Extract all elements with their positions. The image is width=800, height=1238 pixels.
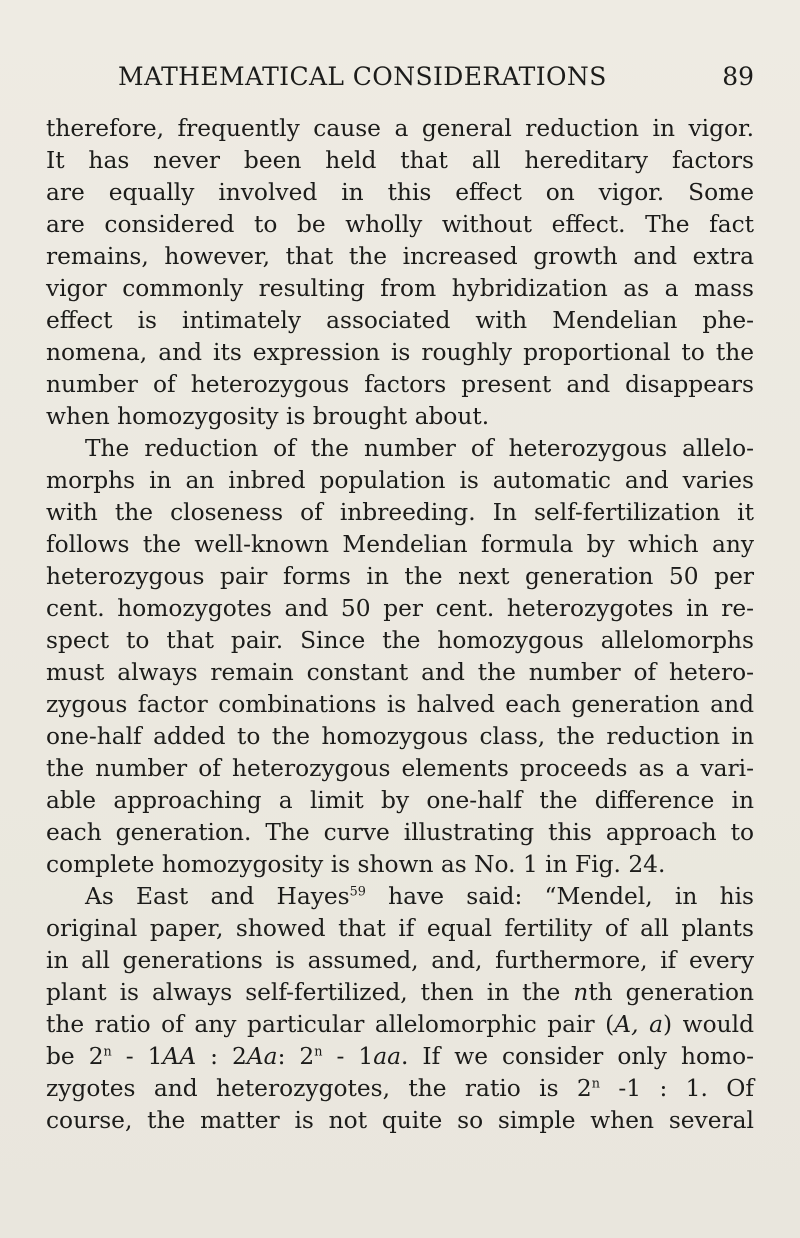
text-line: course, the matter is not quite so simple when several xyxy=(46,1107,754,1134)
paragraph-1 xyxy=(46,113,754,433)
text-line xyxy=(46,1073,754,1105)
text-line: in all generations is assumed, and, furthermore, if every xyxy=(46,947,754,974)
italic-term: AA xyxy=(162,1043,197,1070)
text-line: heterozygous pair forms in the next generation 50 per xyxy=(46,563,754,590)
body-text xyxy=(46,113,754,1137)
text-run: As East and Hayes xyxy=(85,883,350,910)
text-line: original paper, showed that if equal fertility of all plants xyxy=(46,915,754,942)
paragraph-2 xyxy=(46,433,754,881)
text-line xyxy=(46,977,754,1009)
italic-term: Aa xyxy=(246,1043,278,1070)
text-line: with the closeness of inbreeding. In self-fertilization it xyxy=(46,499,754,526)
text-line: vigor commonly resulting from hybridization as a mass xyxy=(46,275,754,302)
text-run: ) would xyxy=(662,1011,754,1038)
text-line: are equally involved in this effect on vigor. Some xyxy=(46,179,754,206)
page-number: 89 xyxy=(722,62,754,91)
text-run: th generation xyxy=(588,979,754,1006)
text-line xyxy=(46,881,754,913)
paragraph-3 xyxy=(46,881,754,1137)
text-run: zygotes and heterozygotes, the ratio is 2 xyxy=(46,1075,592,1102)
text-run: - 1 xyxy=(111,1043,163,1070)
text-run: - 1 xyxy=(322,1043,374,1070)
superscript: n xyxy=(314,1044,323,1060)
text-line: follows the well-known Mendelian formula by which any xyxy=(46,531,754,558)
running-title: MATHEMATICAL CONSIDERATIONS xyxy=(118,62,607,91)
text-line: the number of heterozygous elements proceeds as a vari- xyxy=(46,755,754,782)
text-line xyxy=(46,1009,754,1041)
text-line: The reduction of the number of heterozygous allelo- xyxy=(85,435,754,462)
text-line: must always remain constant and the number of hetero- xyxy=(46,659,754,686)
italic-term: n xyxy=(573,979,589,1006)
text-line: effect is intimately associated with Mendelian phe- xyxy=(46,307,754,334)
text-run: plant is always self-fertilized, then in the xyxy=(46,979,574,1006)
superscript: n xyxy=(103,1044,112,1060)
text-line: when homozygosity is brought about. xyxy=(46,403,490,430)
text-run: the ratio of any particular allelomorphic pair ( xyxy=(46,1011,615,1038)
text-line: cent. homozygotes and 50 per cent. heterozygotes in re- xyxy=(46,595,754,622)
text-line: each generation. The curve illustrating this approach to xyxy=(46,819,754,846)
text-line: spect to that pair. Since the homozygous allelomorphs xyxy=(46,627,754,654)
citation-ref: 59 xyxy=(349,884,366,900)
text-line: remains, however, that the increased growth and extra xyxy=(46,243,754,270)
text-line: It has never been held that all hereditary factors xyxy=(46,147,754,174)
text-line: complete homozygosity is shown as No. 1 in Fig. 24. xyxy=(46,851,666,878)
text-line: zygous factor combinations is halved each generation and xyxy=(46,691,754,718)
text-line: are considered to be wholly without effect. The fact xyxy=(46,211,754,238)
text-line xyxy=(46,1041,754,1073)
running-header xyxy=(46,62,754,102)
text-line: one-half added to the homozygous class, the reduction in xyxy=(46,723,754,750)
text-run: . If we consider only homo- xyxy=(401,1043,755,1070)
text-run: be 2 xyxy=(46,1043,104,1070)
superscript: n xyxy=(591,1076,601,1092)
text-line: morphs in an inbred population is automatic and varies xyxy=(46,467,754,494)
text-line: therefore, frequently cause a general reduction in vigor. xyxy=(46,115,754,142)
italic-term: A, a xyxy=(614,1011,663,1038)
text-line: number of heterozygous factors present and disappears xyxy=(46,371,754,398)
text-line: able approaching a limit by one-half the difference in xyxy=(46,787,754,814)
text-line: nomena, and its expression is roughly proportional to the xyxy=(46,339,754,366)
text-run: -1 : 1. Of xyxy=(600,1075,754,1102)
italic-term: aa xyxy=(373,1043,402,1070)
text-run: : 2 xyxy=(277,1043,315,1070)
text-run: have said: “Mendel, in his xyxy=(365,883,754,910)
text-run: : 2 xyxy=(196,1043,247,1070)
